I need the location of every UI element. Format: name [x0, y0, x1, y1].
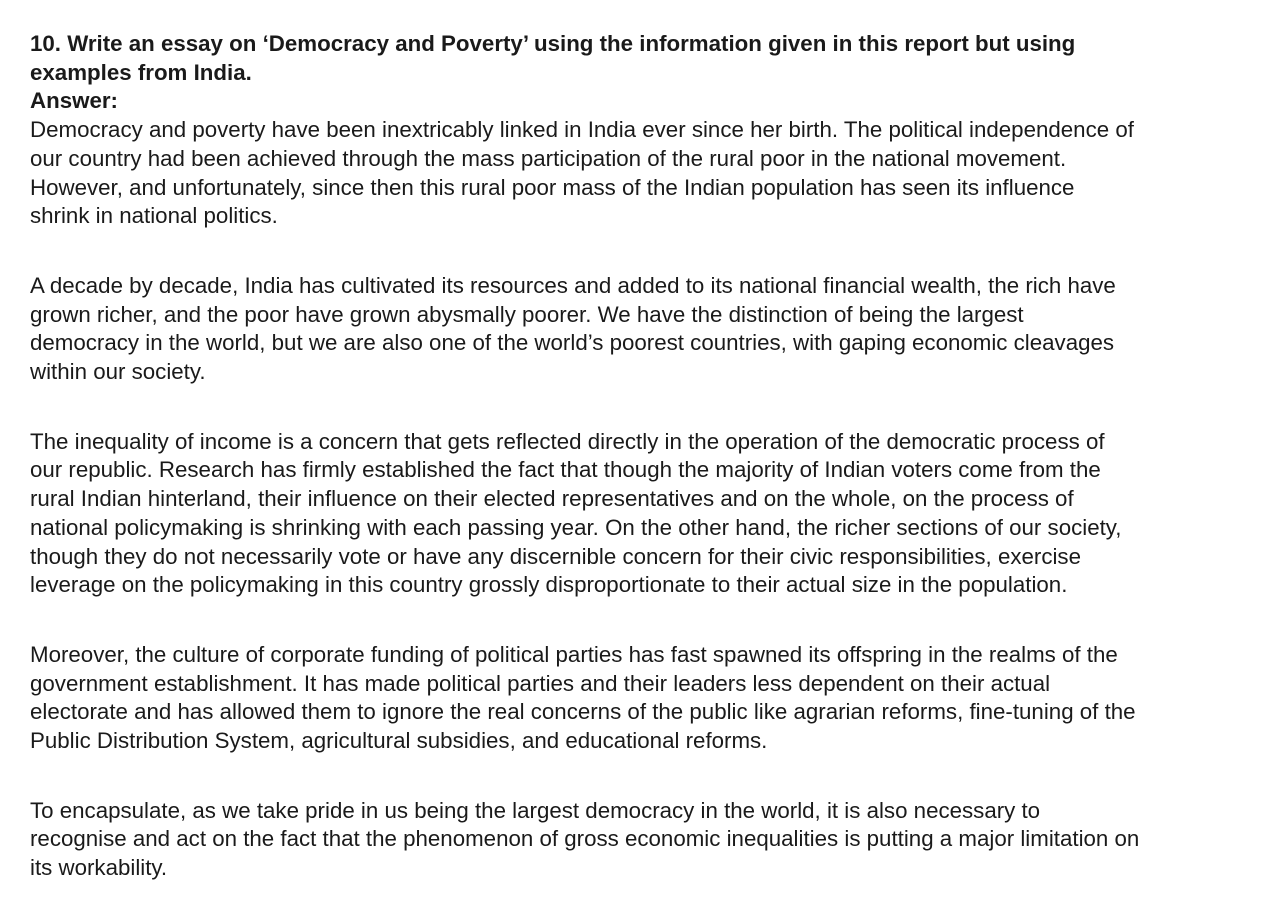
paragraph-line: rural Indian hinterland, their influence on their elected representatives and on the whole, on the process of: [30, 486, 1074, 512]
paragraph-line: grown richer, and the poor have grown abysmally poorer. We have the distinction of being the largest: [30, 301, 1024, 327]
paragraph-line: recognise and act on the fact that the phenomenon of gross economic inequalities is putting a major limitation on: [30, 826, 1140, 852]
answer-paragraph: [30, 641, 1275, 756]
paragraph-line: To encapsulate, as we take pride in us being the largest democracy in the world, it is also necessary to: [30, 797, 1041, 823]
paragraph-line: Moreover, the culture of corporate funding of political parties has fast spawned its offspring in the realms of the: [30, 641, 1118, 667]
paragraph-line: leverage on the policymaking in this country grossly disproportionate to their actual size in the population.: [30, 572, 1068, 598]
question-line: examples from India.: [30, 59, 252, 85]
paragraph-line: within our society.: [30, 359, 206, 385]
paragraph-line: electorate and has allowed them to ignore the real concerns of the public like agrarian reforms, fine-tuning of the: [30, 699, 1136, 725]
question-block: [30, 30, 1275, 116]
paragraph-line: though they do not necessarily vote or have any discernible concern for their civic responsibilities, exercise: [30, 543, 1081, 569]
question-line: 10. Write an essay on ‘Democracy and Poverty’ using the information given in this report but using: [30, 31, 1076, 56]
answer-paragraph: [30, 116, 1275, 231]
paragraph-line: The inequality of income is a concern that gets reflected directly in the operation of the democratic process of: [30, 428, 1105, 454]
paragraph-line: A decade by decade, India has cultivated its resources and added to its national financial wealth, the rich have: [30, 272, 1116, 298]
document: [30, 30, 1275, 883]
answer-paragraph: [30, 797, 1275, 883]
paragraph-line: national policymaking is shrinking with each passing year. On the other hand, the richer sections of our society,: [30, 514, 1122, 540]
paragraph-line: Democracy and poverty have been inextricably linked in India ever since her birth. The political independence of: [30, 117, 1134, 143]
answer-paragraph: [30, 428, 1275, 600]
paragraph-line: Public Distribution System, agricultural subsidies, and educational reforms.: [30, 728, 768, 754]
answer-label: Answer:: [30, 88, 118, 114]
paragraph-line: democracy in the world, but we are also one of the world’s poorest countries, with gaping economic cleavages: [30, 330, 1115, 356]
paragraph-line: our country had been achieved through the mass participation of the rural poor in the national movement.: [30, 145, 1067, 171]
paragraph-line: its workability.: [30, 855, 168, 881]
paragraph-line: shrink in national politics.: [30, 203, 278, 229]
answer-paragraph: [30, 272, 1275, 387]
paragraph-line: our republic. Research has firmly established the fact that though the majority of Indian voters come from the: [30, 457, 1101, 483]
paragraph-line: However, and unfortunately, since then this rural poor mass of the Indian population has seen its influence: [30, 174, 1075, 200]
paragraph-line: government establishment. It has made political parties and their leaders less dependent on their actual: [30, 670, 1051, 696]
